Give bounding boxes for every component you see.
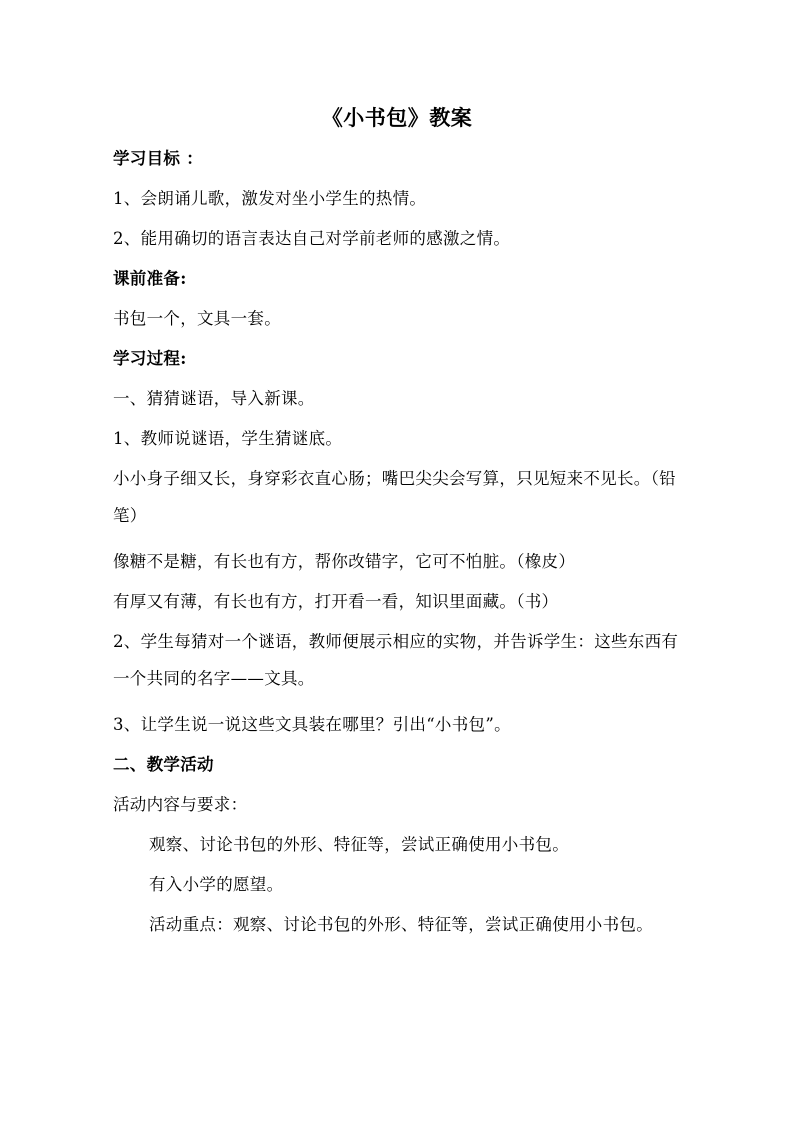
paragraph: 1、会朗诵儿歌，激发对坐小学生的热情。 [113,189,427,208]
document-body [113,147,693,959]
paragraph: 活动内容与要求： [113,795,248,814]
section-heading-objectives: 学习目标 ： [113,149,204,168]
section-heading-process: 学习过程: [113,349,187,368]
paragraph-indented: 有入小学的愿望。 [149,875,284,894]
paragraph: 一、猜猜谜语，导入新课。 [113,389,315,408]
paragraph: 2、学生每猜对一个谜语，教师便展示相应的实物，并告诉学生：这些东西有一个共同的名字——文具。 [113,632,679,688]
section-heading-preparation: 课前准备: [113,269,187,288]
paragraph-indented: 观察、讨论书包的外形、特征等，尝试正确使用小书包。 [149,835,569,854]
document-title: 《小书包》教案 [321,105,473,130]
section-heading-activities: 二、教学活动 [113,755,214,774]
paragraph: 3、让学生说一说这些文具装在哪里？引出“小书包”。 [113,715,511,734]
paragraph: 书包一个，文具一套。 [113,309,281,328]
riddle-pencil: 小小身子细又长，身穿彩衣直心肠；嘴巴尖尖会写算，只见短来不见长。（铅笔） [113,469,676,525]
paragraph: 1、教师说谜语，学生猜谜底。 [113,429,343,448]
paragraph-indented: 活动重点：观察、讨论书包的外形、特征等，尝试正确使用小书包。 [149,915,653,934]
riddle-book: 有厚又有薄，有长也有方，打开看一看，知识里面藏。（书） [113,592,559,611]
paragraph: 2、能用确切的语言表达自己对学前老师的感激之情。 [113,229,511,248]
riddle-eraser: 像糖不是糖，有长也有方，帮你改错字，它可不怕脏。（橡皮） [113,552,576,571]
